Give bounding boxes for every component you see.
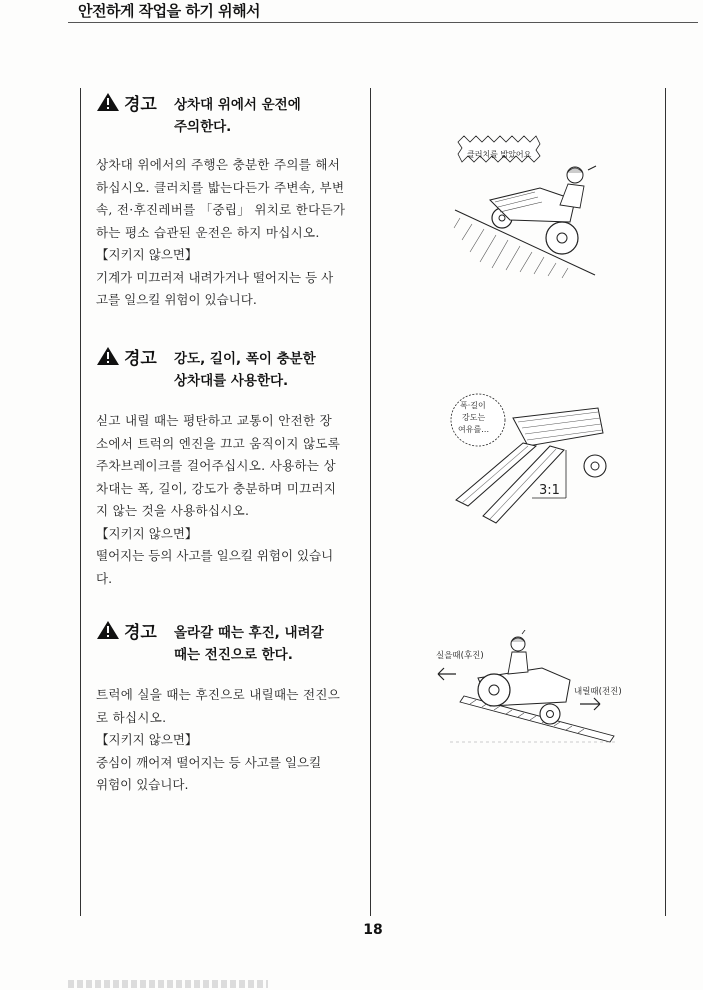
warning-section-2 <box>96 346 358 590</box>
left-column-rule <box>80 88 81 916</box>
body-line: 하십시오. 클러치를 밟는다든가 주변속, 부변 <box>96 179 345 195</box>
warning-label: 경고 <box>124 349 157 369</box>
unload-direction-label: 내릴때(전진) <box>574 687 622 697</box>
ramp-bubble-line-3: 여유를… <box>458 425 490 434</box>
body-line: 속, 전·후진레버를 「중립」 위치로 한다든가 <box>96 202 346 217</box>
consequence-label: 【지키지 않으면】 <box>96 247 198 262</box>
clutch-bubble-text: 클러치를 밟았어요 <box>467 150 532 159</box>
body-line: 소에서 트럭의 엔진을 끄고 움직이지 않도록 <box>96 435 341 451</box>
consequence-line: 위험이 있습니다. <box>96 777 189 792</box>
warning-title-line-2: 때는 전진으로 한다. <box>174 647 293 663</box>
ramp-bubble-line-2: 강도는 <box>462 413 486 422</box>
body-line: 지 않는 것을 사용하십시오. <box>96 503 250 518</box>
body-line: 트럭에 실을 때는 후진으로 내릴때는 전진으 <box>96 687 341 702</box>
warning-heading <box>96 346 358 394</box>
warning-title-line-2: 주의한다. <box>174 119 232 135</box>
warning-label: 경고 <box>124 95 157 115</box>
loading-ramp-illustration <box>448 388 608 533</box>
consequence-label: 【지키지 않으면】 <box>96 732 198 747</box>
warning-label: 경고 <box>124 623 157 643</box>
body-line: 싣고 내릴 때는 평탄하고 교통이 안전한 장 <box>96 413 333 428</box>
warning-title <box>174 348 364 392</box>
consequence-line: 기계가 미끄러져 내려가거나 떨어지는 등 사 <box>96 269 334 285</box>
body-line: 주차브레이크를 걸어주십시오. 사용하는 상 <box>96 458 336 473</box>
body-line: 상차대 위에서의 주행은 충분한 주의를 해서 <box>96 157 341 172</box>
body-line: 로 하십시오. <box>96 709 167 725</box>
warning-title-line-1: 강도, 길이, 폭이 충분한 <box>174 351 316 367</box>
warning-triangle-icon <box>96 346 120 366</box>
warning-triangle-icon <box>96 620 120 640</box>
warning-heading <box>96 92 358 140</box>
load-direction-label: 실을때(후진) <box>436 651 484 661</box>
consequence-line: 다. <box>96 570 113 586</box>
warning-section-3 <box>96 620 358 797</box>
consequence-line: 고를 일으킬 위험이 있습니다. <box>96 292 257 307</box>
body-line: 하는 평소 습관된 운전은 하지 마십시오. <box>96 224 320 240</box>
header-rule <box>68 22 698 23</box>
body-line: 차대는 폭, 길이, 강도가 충분하며 미끄러지 <box>96 480 337 496</box>
warning-title <box>174 622 364 666</box>
page-header <box>68 0 688 22</box>
page-header-title: 안전하게 작업을 하기 위해서 <box>78 2 261 20</box>
right-column-rule <box>665 88 666 916</box>
consequence-line: 떨어지는 등의 사고를 일으킬 위험이 있습니 <box>96 548 334 563</box>
ramp-ratio-label: 3:1 <box>539 483 560 498</box>
ramp-direction-illustration <box>430 630 630 755</box>
warning-title-line-2: 상차대를 사용한다. <box>174 373 289 389</box>
page-number: 18 <box>363 922 383 938</box>
consequence-line: 중심이 깨어져 떨어지는 등 사고를 일으킬 <box>96 754 322 770</box>
warning-title <box>174 94 364 138</box>
center-column-rule <box>370 88 371 916</box>
warning-heading <box>96 620 358 668</box>
warning-triangle-icon <box>96 92 120 112</box>
warning-section-1 <box>96 92 358 312</box>
tractor-slope-illustration <box>450 130 610 280</box>
warning-title-line-1: 상차대 위에서 운전에 <box>174 97 301 113</box>
bleed-through-text <box>68 980 268 988</box>
consequence-label: 【지키지 않으면】 <box>96 525 198 541</box>
warning-title-line-1: 올라갈 때는 후진, 내려갈 <box>174 625 324 641</box>
ramp-bubble-line-1: 폭·길이 <box>460 401 486 410</box>
